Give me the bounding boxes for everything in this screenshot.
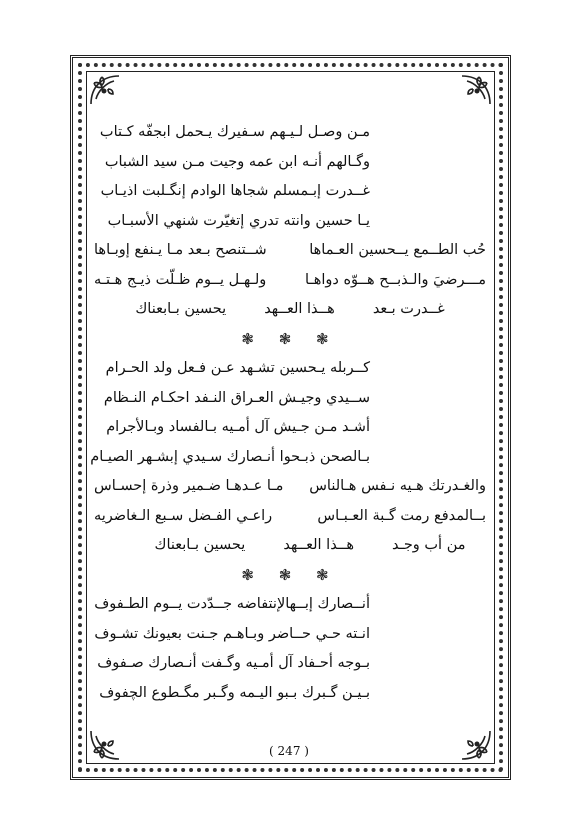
page-number: ( 247 ) <box>269 744 309 758</box>
verse-line: أشـد مـن جـيش آل أمـيه بـالفساد وبـالأجرام <box>106 419 370 435</box>
refrain-right: من أب وجـد <box>391 537 466 553</box>
hemistich-right: والغـدرتك هـيه نـفس هـالناس <box>309 478 486 494</box>
hemistich-left: ولـهـل يــوم ظـلّت ذيـج هـتـه <box>94 271 267 288</box>
verse-line: أنــصارك إبــهالإنتفاضه جــدّدت يــوم الطـفوف <box>94 596 370 612</box>
couplet <box>92 472 488 502</box>
refrain-left: يحسين بـابعناك <box>135 301 227 317</box>
refrain-right: غــدرت بـعد <box>372 301 445 317</box>
verse-line: غــدرت إبـمسلم شجاها الوادم إنگـلبت اذيـاب <box>100 183 370 199</box>
corner-ornament-top-left <box>88 73 122 107</box>
hemistich-left: شــتنصح بـعد مـا يـنفع إوبـاها <box>94 242 267 258</box>
verse-line: يـا حسين وانته تدري إتغيّرت شنهي الأسبـاب <box>107 212 370 229</box>
verse-line: ســيدي وجيـش العـراق النـفد احكـام النـظام <box>103 389 370 406</box>
stanza-separator-stars: ❃ ❃ ❃ <box>241 565 339 584</box>
couplet <box>92 266 488 296</box>
refrain <box>92 531 488 561</box>
hemistich-right: حُب الطــمع يــحسين العـماها <box>309 242 486 258</box>
refrain-middle: هــذا العــهد <box>264 301 335 317</box>
hemistich-left: مـا عـدهـا ضـمير وذرة إحسـاس <box>94 478 284 494</box>
verse-line: مـن وصـل لـيـهم سـفيرك يـحمل ابجفّه كـتاب <box>99 124 370 140</box>
stanza-separator-stars: ❃ ❃ ❃ <box>241 329 339 348</box>
verse-line: بـيـن گـبرك بـبو اليـمه وگـبر مگـطوع الچفوف <box>99 684 370 701</box>
hemistich-right: بــالمدفع رمت گـبة العـبـاس <box>317 507 486 524</box>
hemistich-right: مـــرضيَ والـذبــح هــوّه دواهـا <box>305 271 486 288</box>
verse-line: كــربله يـحسين تشـهد عـن فـعل ولد الحـرام <box>105 360 370 376</box>
refrain <box>92 295 488 325</box>
verse-line: بـالصحن ذبـحوا أنـصارك سـيدي إبشـهر الصيـام <box>90 448 370 465</box>
verse-line: وگـالهم أنـه ابن عمه وجيت مـن سيد الشباب <box>104 153 370 170</box>
verse-line: انـته حـي حــاضر وبـاهـم جـنت بعيونك تشـوف <box>94 625 370 642</box>
hemistich-left: راعـي الفـضل سـبع الـغاضريه <box>94 507 273 524</box>
corner-ornament-top-right <box>459 73 493 107</box>
refrain-left: يحسين بـابعناك <box>154 537 246 553</box>
couplet <box>92 502 488 532</box>
verse-line: بـوجه أحـفاد آل أمـيه وگـفت أنـصارك صـفوف <box>97 655 370 671</box>
couplet <box>92 236 488 266</box>
refrain-middle: هــذا العــهد <box>283 537 354 553</box>
poem-body <box>92 118 488 708</box>
